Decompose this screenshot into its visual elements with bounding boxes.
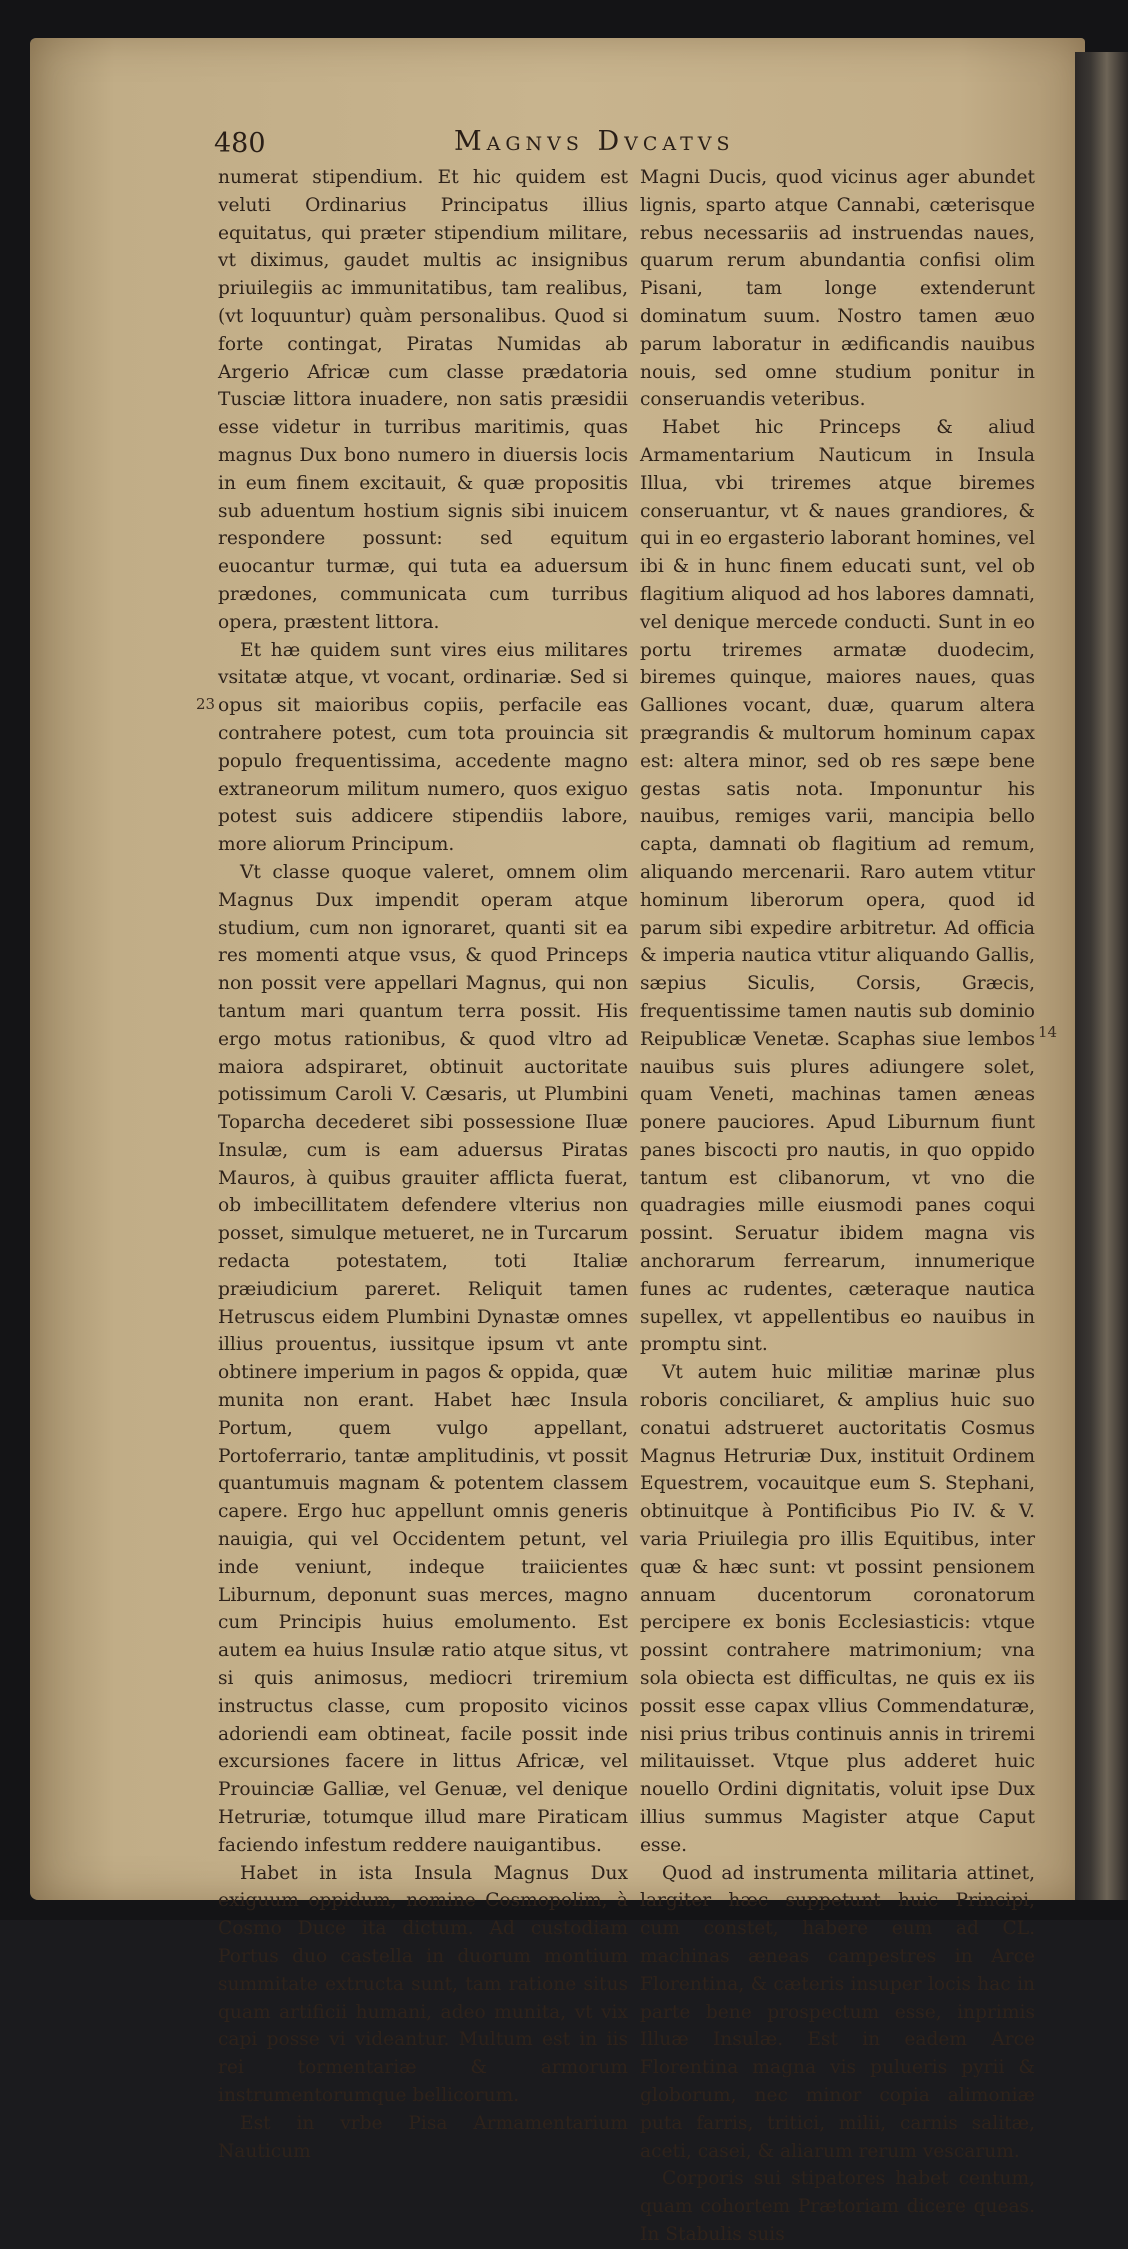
right-text-column (640, 164, 1035, 2245)
paragraph: Magni Ducis, quod vicinus ager abundet lignis, sparto atque Cannabi, cæterisque rebus necessariis ad instruendas naues, quarum rerum abundantia confisi olim Pisani, tam longe extenderunt dominatum suum. Nostro tamen æuo parum laboratur in ædificandis nauibus nouis, sed omne studium ponitur in conseruandis veteribus. (640, 167, 1035, 411)
paragraph: Vt classe quoque valeret, omnem olim Magnus Dux impendit operam atque studium, cum non ignoraret, quanti sit ea res momenti atque vsus, & quod Princeps non possit vere appellari Magnus, qui non tantum mari quantum terra possit. His ergo motus rationibus, & quod vltro ad maiora adspiraret, obtinuit auctoritate potissimum Caroli V. Cæsaris, ut Plumbini Toparcha decederet sibi possessione Iluæ Insulæ, cum is eam aduersus Piratas Mauros, à quibus grauiter afflicta fuerat, ob imbecillitatem defendere vlterius non posset, simulque metueret, ne in Turcarum redacta potestatem, toti Italiæ præiudicium pareret. Reliquit tamen Hetruscus eidem Plumbini Dynastæ omnes illius prouentus, iussitque ipsum vt ante obtinere imperium in pagos & oppida, quæ munita non erant. Habet hæc Insula Portum, quem vulgo appellant, Portoferrario, tantæ amplitudinis, vt possit quantumuis magnam & potentem classem capere. Ergo huc appellunt omnis generis nauigia, qui vel Occidentem petunt, vel inde veniunt, indeque traiicientes Liburnum, deponunt suas merces, magno cum Principis huius emolumento. Est autem ea huius Insulæ ratio atque situs, vt si quis animosus, mediocri triremium instructus classe, cum proposito vicinos adoriendi eam obtineat, facile possit inde excursiones facere in littus Africæ, vel Prouinciæ Galliæ, vel Genuæ, vel denique Hetruriæ, totumque illud mare Piraticam faciendo infestum reddere nauigantibus. (218, 861, 628, 1856)
paragraph: numerat stipendium. Et hic quidem est veluti Ordinarius Principatus illius equitatus, qui præter stipendium militare, vt diximus, gaudet multis ac insignibus priuilegiis ac immunitatibus, tam realibus, (vt loquuntur) quàm personalibus. Quod si forte contingat, Piratas Numidas ab Argerio Africæ cum classe prædatoria Tusciæ littora inuadere, non satis præsidii esse videtur in turribus maritimis, quas magnus Dux bono numero in diuersis locis in eum finem excitauit, & quæ propositis sub aduentum hostium signis sibi inuicem respondere possunt: sed equitum euocantur turmæ, qui tuta ea aduersum prædones, communicata cum turribus opera, præstent littora. (218, 167, 628, 633)
paragraph: Et hæ quidem sunt vires eius militares vsitatæ atque, vt vocant, ordinariæ. Sed si opus sit maioribus copiis, perfacile eas contrahere potest, cum tota prouincia sit populo frequentissima, accedente magno extraneorum militum numero, quos exiguo potest suis addicere stipendiis labore, more aliorum Principum. (218, 639, 628, 856)
paragraph: Habet hic Princeps & aliud Armamentarium Nauticum in Insula Illua, vbi triremes atque biremes conseruantur, vt & naues grandiores, & qui in eo ergasterio laborant homines, vel ibi & in hunc finem educati sunt, vel ob flagitium aliquod ad hos labores damnati, vel denique mercede conducti. Sunt in eo portu triremes armatæ duodecim, biremes quinque, maiores naues, quas Galliones vocant, duæ, quarum altera prægrandis & multorum hominum capax est: altera minor, sed ob res sæpe bene gestas satis nota. Imponuntur his nauibus, remiges varii, mancipia bello capta, damnati ob flagitium ad remum, aliquando mercenarii. Raro autem vtitur hominum liberorum opera, quod id parum sibi expedire arbitretur. Ad officia & imperia nautica vtitur aliquando Gallis, sæpius Siculis, Corsis, Græcis, frequentissime tamen nautis sub dominio Reipublicæ Venetæ. Scaphas siue lembos nauibus suis plures adiungere solet, quam Veneti, machinas tamen æneas ponere pauciores. Apud Liburnum fiunt panes biscocti pro nautis, in quo oppido tantum est clibanorum, vt vno die quadragies mille eiusmodi panes coqui possint. Seruatur ibidem magna vis anchorarum ferrearum, innumerique funes ac rudentes, cæteraque nautica supellex, vt appellentibus eo nauibus in promptu sint. (640, 417, 1035, 1356)
paragraph: Quod ad instrumenta militaria attinet, largiter hæc suppetunt huic Principi, cum constet, habere eum ad CL. machinas æneas campestres in Arce Florentina, & cæteris insuper locis hac in parte bene prospectum esse, inprimis Illuæ Insulæ. Est in eadem Arce Florentina magna vis pulueris pyrii & globorum, nec minor copia alimoniæ puta farris, tritici, milii, carnis salitæ, aceti, casei, & aliarum rerum vescarum. (640, 1862, 1035, 2162)
running-head: Magnvs Dvcatvs (454, 126, 735, 157)
paragraph: Est in vrbe Pisa Armamentarium Nauticum (218, 2112, 628, 2162)
margin-note-right: 14 (1038, 1023, 1058, 1041)
facing-page-edge (1075, 52, 1128, 1900)
margin-note-left: 23 (196, 695, 216, 713)
page-header (214, 120, 1044, 164)
page-number: 480 (214, 128, 266, 159)
paragraph: Corporis sui stipatores habet centum, quam cohortem Prætoriam dicere queas. In Stabulis suis (640, 2168, 1035, 2245)
paragraph: Habet in ista Insula Magnus Dux exiguum oppidum, nomine Cosmopolim, à Cosmo Duce ita dictum. Ad custodiam Portus duo castella in duorum montium summitate extructa sunt, tam ratione situs quam artificii humani, adeo munita, vt vix capi posse vi videantur. Multum est in iis rei tormentariæ & armorum instrumentorumque bellicorum. (218, 1862, 628, 2106)
paragraph: Vt autem huic militiæ marinæ plus roboris conciliaret, & amplius huic suo conatui adstrueret auctoritatis Cosmus Magnus Hetruriæ Dux, instituit Ordinem Equestrem, vocauitque eum S. Stephani, obtinuitque à Pontificibus Pio IV. & V. varia Priuilegia pro illis Equitibus, inter quæ & hæc sunt: vt possint pensionem annuam ducentorum coronatorum percipere ex bonis Ecclesiasticis: vtque possint contrahere matrimonium; vna sola obiecta est difficultas, ne quis ex iis possit esse capax vllius Commendaturæ, nisi prius tribus continuis annis in triremi militauisset. Vtque plus adderet huic nouello Ordini dignitatis, voluit ipse Dux illius summus Magister atque Caput esse. (640, 1362, 1035, 1856)
left-text-column (218, 164, 628, 2162)
